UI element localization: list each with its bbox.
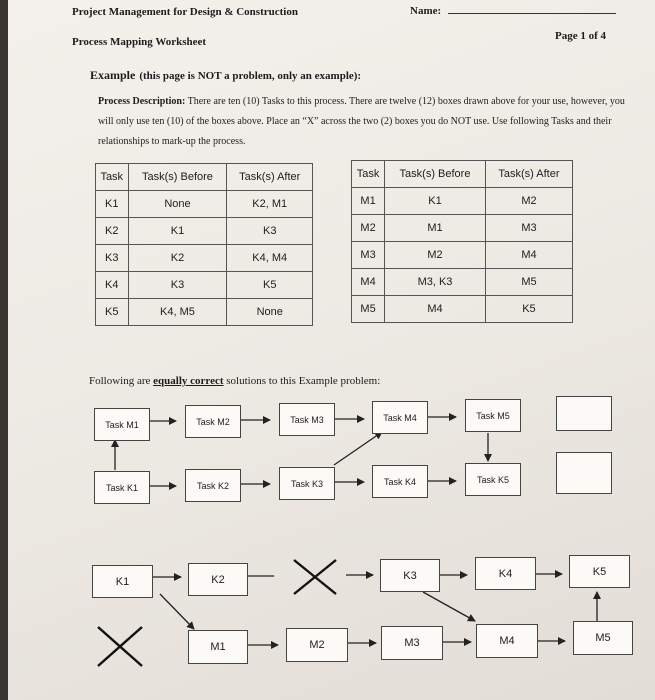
example-note: (this page is NOT a problem, only an example): [139,70,362,82]
task-m3-box: Task M3 [279,403,335,436]
table-cell: K4, M5 [128,299,227,326]
task-m2-box: Task M2 [185,405,241,438]
column-header: Task(s) After [485,161,572,188]
table-cell: M4 [352,269,385,296]
table-cell: K4 [96,272,129,299]
m4-box: M4 [476,624,538,658]
worksheet-page [8,0,655,700]
table-cell: M1 [385,215,486,242]
m1-box: M1 [188,630,248,664]
k1-box: K1 [92,565,153,598]
description-label: Process Description: [98,96,186,107]
table-cell: M5 [352,296,385,323]
column-header: Task(s) Before [385,161,486,188]
task-k4-box: Task K4 [372,465,428,498]
table-cell: None [227,299,313,326]
column-header: Task [352,161,385,188]
table-cell: None [128,191,227,218]
name-label: Name: [410,5,442,17]
m2-box: M2 [286,628,348,662]
task-k5-box: Task K5 [465,463,521,496]
table-cell: K4, M4 [227,245,313,272]
task-k1-box: Task K1 [94,471,150,504]
arrow-k1-m1 [160,594,194,629]
worksheet-title: Process Mapping Worksheet [72,36,207,48]
k2-box: K2 [188,563,248,596]
solutions-intro: Following are equally correct solutions to this Example problem: [89,375,381,387]
table-cell: K5 [485,296,572,323]
table-cell: M2 [385,242,486,269]
table-cell: M2 [352,215,385,242]
table-cell: K3 [96,245,129,272]
table-cell: K3 [227,218,313,245]
page-number: Page 1 of 4 [555,30,607,42]
task-m1-box: Task M1 [94,408,150,441]
table-cell: K5 [96,299,129,326]
table-cell: K1 [128,218,227,245]
arrow-k3-m4 [334,432,382,465]
m3-box: M3 [381,626,443,660]
table-cell: M5 [485,269,572,296]
task-k2-box: Task K2 [185,469,241,502]
column-header: Task(s) Before [128,164,227,191]
unused-box-crossed [556,452,612,494]
table-cell: M4 [485,242,572,269]
table-cell: M4 [385,296,486,323]
table-cell: K1 [385,188,486,215]
table-cell: M3 [485,215,572,242]
table-cell: K2 [128,245,227,272]
k4-box: K4 [475,557,536,590]
table-cell: M3 [352,242,385,269]
column-header: Task [96,164,129,191]
arrow-k3-m4 [423,592,475,621]
column-header: Task(s) After [227,164,313,191]
table-cell: M1 [352,188,385,215]
task-m5-box: Task M5 [465,399,521,432]
k3-box: K3 [380,559,440,592]
table-cell: M2 [485,188,572,215]
table-cell: K2 [96,218,129,245]
example-title: Example [90,68,136,82]
table-cell: K3 [128,272,227,299]
table-cell: K5 [227,272,313,299]
unused-box-crossed [556,396,612,431]
description-text: There are ten (10) Tasks to this process. There are twelve (12) boxes drawn above for your use, however, you will only use ten (10) of the boxes above. Place an “X” across the two (2) boxes you do NOT use. Use following Tasks and their relationships to mark-up the process. [98,96,625,147]
task-k3-box: Task K3 [279,467,335,500]
task-m4-box: Task M4 [372,401,428,434]
table-cell: K2, M1 [227,191,313,218]
equally-correct-emphasis: equally correct [153,375,224,387]
course-title: Project Management for Design & Construction [72,6,298,18]
table-cell: K1 [96,191,129,218]
k5-box: K5 [569,555,630,588]
m5-box: M5 [573,621,633,655]
table-cell: M3, K3 [385,269,486,296]
